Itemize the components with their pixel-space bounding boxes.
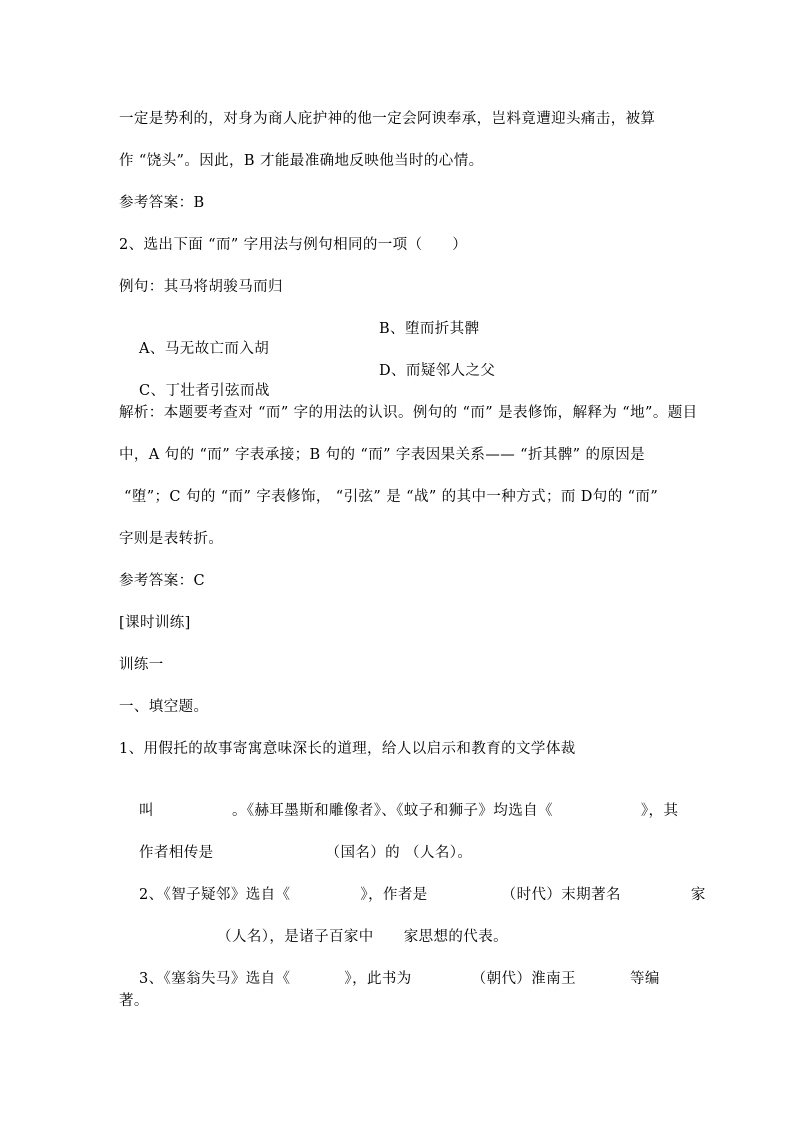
option-d: D、而疑邻人之父 (379, 363, 496, 379)
text-line: 一定是势利的，对身为商人庇护神的他一定会阿谀奉承，岂料竟遭迎头痛击，被算 (119, 111, 656, 127)
analysis-line: 中，A 句的 “而” 字表承接；B 句的 “而” 字表因果关系—— “折其髀” 的原因是 (119, 447, 646, 463)
answer-line: 参考答案：B (119, 195, 205, 211)
question-line: 2、选出下面 “而” 字用法与例句相同的一项（ ） (119, 237, 468, 253)
answer-line: 参考答案：C (119, 573, 205, 589)
question-line: 叫 。《赫耳墨斯和雕像者》、《蚊子和狮子》均选自《 》，其 (139, 803, 679, 819)
option-a: A、马无故亡而入胡 (139, 341, 270, 357)
question-line: 作者相传是 （国名）的 （人名）。 (139, 845, 473, 861)
question-line: （人名），是诸子百家中 家思想的代表。 (217, 929, 509, 945)
option-c: C、丁壮者引弦而战 (139, 383, 270, 399)
analysis-line: 字则是表转折。 (119, 531, 224, 547)
question-line: 1、用假托的故事寄寓意味深长的道理，给人以启示和教育的文学体裁 (119, 741, 576, 757)
analysis-line: 解析：本题要考查对 “而” 字的用法的认识。例句的 “而” 是表修饰，解释为 “地”。题目 (119, 405, 698, 421)
section-heading: 一、填空题。 (119, 699, 209, 715)
options-row-2 (119, 361, 496, 399)
text-line: 作 “饶头”。因此，B 才能最准确地反映他当时的心情。 (119, 153, 484, 169)
question-line: 2、《智子疑邻》选自《 》，作者是 （时代）末期著名 家 (139, 887, 706, 903)
question-line: 3、《塞翁失马》选自《 》，此书为 （朝代）淮南王 等编 (139, 971, 660, 987)
section-heading: 训练一 (119, 657, 164, 673)
example-line: 例句：其马将胡骏马而归 (119, 279, 283, 295)
section-heading: [课时训练] (119, 615, 191, 631)
option-b: B、堕而折其髀 (379, 321, 480, 337)
options-row-1 (119, 319, 480, 357)
question-line: 著。 (119, 993, 149, 1009)
analysis-line: “堕”；C 句的 “而” 字表修饰， “引弦” 是 “战” 的其中一种方式；而 D句的 “而” (119, 489, 659, 505)
